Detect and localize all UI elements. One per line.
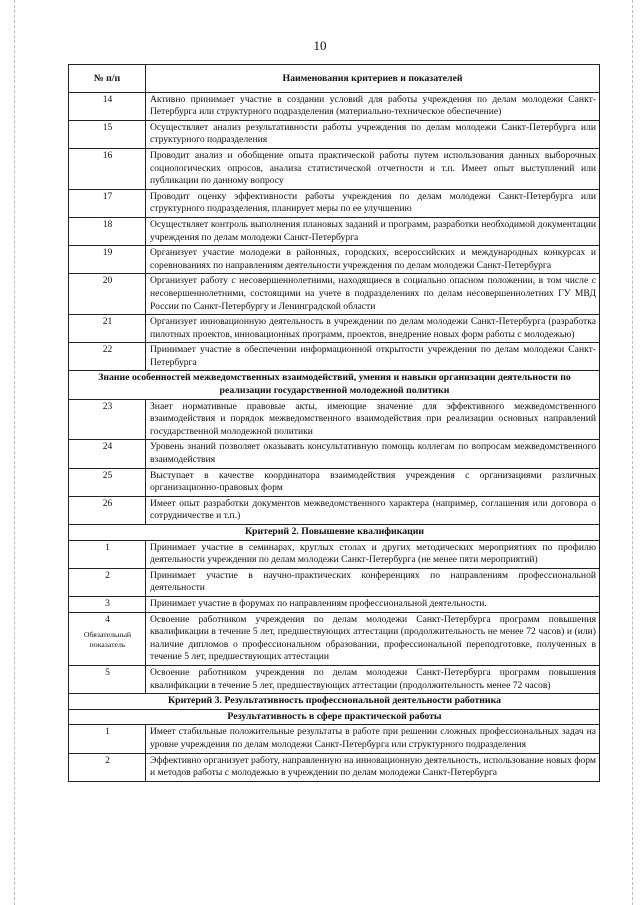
row-number-cell bbox=[69, 120, 146, 148]
criterion-text: Проводит оценку эффективности работы учреждения по делам молодежи Санкт-Петербурга или структурного подразделения, планирует меры по ее улучшению bbox=[146, 189, 600, 217]
row-number-cell bbox=[69, 399, 146, 440]
table-row bbox=[69, 753, 600, 781]
table-row bbox=[69, 612, 600, 665]
table-row bbox=[69, 343, 600, 371]
row-number: 16 bbox=[102, 149, 113, 161]
criterion-text: Принимает участие в обеспечении информационной открытости учреждения по делам молодежи Санкт-Петербурга bbox=[146, 343, 600, 371]
right-margin-edge bbox=[632, 0, 634, 905]
row-number: 18 bbox=[102, 218, 113, 230]
row-number: 14 bbox=[102, 93, 113, 105]
row-number-cell bbox=[69, 540, 146, 568]
row-number: 2 bbox=[105, 569, 110, 581]
row-number-cell bbox=[69, 217, 146, 245]
row-number-cell bbox=[69, 725, 146, 753]
criterion-text: Эффективно организует работу, направленную на инновационную деятельность, использование новых форм и методов работы с молодежью в учреждении по делам молодежи Санкт-Петербурга bbox=[146, 753, 600, 781]
criterion-text: Организует инновационную деятельность в учреждении по делам молодежи Санкт-Петербурга (разработка пилотных проектов, инновационных программ, проектов, внедрение новых форм работы с молодежью) bbox=[146, 315, 600, 343]
criterion-text: Имеет опыт разработки документов межведомственного характера (например, соглашения или договора о сотрудничестве и т.п.) bbox=[146, 496, 600, 524]
table-row bbox=[69, 440, 600, 468]
table-header-row bbox=[69, 65, 600, 93]
row-number: 20 bbox=[102, 275, 113, 287]
section-title-row bbox=[69, 371, 600, 399]
criterion-text: Выступает в качестве координатора взаимодействия учреждения с организациями различных организационно-правовых форм bbox=[146, 468, 600, 496]
table-row bbox=[69, 596, 600, 612]
section-title: Критерий 2. Повышение квалификации bbox=[69, 525, 600, 541]
row-number: 5 bbox=[105, 666, 110, 678]
table-row bbox=[69, 246, 600, 274]
table-row bbox=[69, 496, 600, 524]
section-subtitle-row bbox=[69, 709, 600, 725]
criterion-text: Освоение работником учреждения по делам молодежи Санкт-Петербурга программ повышения квалификации в течение 5 лет, предшествующих аттестации (продолжительность не менее 72 часов) и (или) наличие дипломов о профессиональном образовании, профессиональной переподготовке, полученных в течение 5 лет, предшествующих аттестации bbox=[146, 612, 600, 665]
table-row bbox=[69, 468, 600, 496]
row-number: 25 bbox=[102, 469, 113, 481]
table-row bbox=[69, 92, 600, 120]
page-number: 10 bbox=[313, 38, 327, 53]
row-number-cell bbox=[69, 148, 146, 189]
row-number: 1 bbox=[105, 541, 110, 553]
table-row bbox=[69, 568, 600, 596]
table-row bbox=[69, 148, 600, 189]
criterion-text: Уровень знаний позволяет оказывать консультативную помощь коллегам по вопросам межведомственного взаимодействия bbox=[146, 440, 600, 468]
row-number-cell bbox=[69, 496, 146, 524]
row-number-cell bbox=[69, 596, 146, 612]
table-row bbox=[69, 399, 600, 440]
criterion-text: Освоение работником учреждения по делам молодежи Санкт-Петербурга программ повышения квалификации в течение 5 лет, предшествующих аттестации (продолжительность менее 72 часов) bbox=[146, 665, 600, 693]
table-row bbox=[69, 274, 600, 315]
row-number: 3 bbox=[105, 597, 110, 609]
row-number: 15 bbox=[102, 121, 113, 133]
row-number: 1 bbox=[105, 726, 110, 738]
row-number-cell bbox=[69, 274, 146, 315]
table-row bbox=[69, 189, 600, 217]
criterion-text: Принимает участие в форумах по направлениям профессиональной деятельности. bbox=[146, 596, 600, 612]
section-subtitle: Результативность в сфере практической работы bbox=[69, 709, 600, 725]
criteria-table bbox=[68, 64, 600, 782]
row-number-cell bbox=[69, 343, 146, 371]
criterion-text: Осуществляет анализ результативности работы учреждения по делам молодежи Санкт-Петербурга или структурного подразделения bbox=[146, 120, 600, 148]
section-title-row bbox=[69, 694, 600, 710]
table-row bbox=[69, 217, 600, 245]
row-number: 4 bbox=[105, 613, 110, 625]
section-title: Знание особенностей межведомственных взаимодействий, умения и навыки организации деятельности по реализации государственной молодежной политики bbox=[69, 371, 600, 399]
table-row bbox=[69, 725, 600, 753]
table-row bbox=[69, 315, 600, 343]
table-row bbox=[69, 120, 600, 148]
row-number-cell bbox=[69, 189, 146, 217]
row-number-cell bbox=[69, 568, 146, 596]
row-number-cell bbox=[69, 665, 146, 693]
row-number: 19 bbox=[102, 247, 113, 259]
table-row bbox=[69, 665, 600, 693]
header-col-number: № п/п bbox=[69, 65, 146, 93]
row-number: 24 bbox=[102, 441, 113, 453]
row-number: 17 bbox=[102, 190, 113, 202]
row-number-cell bbox=[69, 92, 146, 120]
row-number: 22 bbox=[102, 344, 113, 356]
criterion-text: Имеет стабильные положительные результаты в работе при решении сложных профессиональных задач на уровне учреждения по делам молодежи Санкт-Петербурга или структурного подразделения bbox=[146, 725, 600, 753]
criterion-text: Осуществляет контроль выполнения плановых заданий и программ, разработки необходимой документации учреждения по делам молодежи Санкт-Петербурга bbox=[146, 217, 600, 245]
criterion-text: Организует работу с несовершеннолетними, находящиеся в социально опасном положении, в том числе с несовершеннолетними, состоящими на учете в подразделениях по делам несовершеннолетних ГУ МВД России по Санкт-Петербургу и Ленинградской области bbox=[146, 274, 600, 315]
row-number-cell bbox=[69, 246, 146, 274]
criterion-text: Знает нормативные правовые акты, имеющие значение для эффективного межведомственного взаимодействия и порядок межведомственного взаимодействия при реализации основных направлений государственной молодежной политики bbox=[146, 399, 600, 440]
header-col-name: Наименования критериев и показателей bbox=[146, 65, 600, 93]
row-number-cell bbox=[69, 440, 146, 468]
row-number: 2 bbox=[105, 754, 110, 766]
row-number-cell bbox=[69, 753, 146, 781]
criterion-text: Принимает участие в научно-практических конференциях по направлениям профессиональной деятельности bbox=[146, 568, 600, 596]
table-row bbox=[69, 540, 600, 568]
row-number-cell bbox=[69, 612, 146, 665]
criterion-text: Принимает участие в семинарах, круглых столах и других методических мероприятиях по профилю деятельности учреждения по делам молодежи Санкт-Петербурга (не менее пяти мероприятий) bbox=[146, 540, 600, 568]
row-number: 23 bbox=[102, 400, 113, 412]
section-title: Критерий 3. Результативность профессиональной деятельности работника bbox=[69, 694, 600, 710]
row-number: 21 bbox=[102, 316, 113, 328]
section-title-row bbox=[69, 525, 600, 541]
criterion-text: Проводит анализ и обобщение опыта практической работы путем использования данных выборочных социологических опросов, анализа статистической отчетности и т.п. Имеет опыт выступлений или публикации по данному вопросу bbox=[146, 148, 600, 189]
criterion-text: Активно принимает участие в создании условий для работы учреждения по делам молодежи Санкт-Петербурга или структурного подразделения (материально-техническое обеспечение) bbox=[146, 92, 600, 120]
row-number-cell bbox=[69, 315, 146, 343]
mandatory-indicator-label: Обязательный показатель bbox=[83, 630, 132, 649]
row-number-cell bbox=[69, 468, 146, 496]
row-number: 26 bbox=[102, 497, 113, 509]
criterion-text: Организует участие молодежи в районных, городских, всероссийских и международных конкурсах и соревнованиях по направлениям деятельности учреждения по делам молодежи Санкт-Петербурга bbox=[146, 246, 600, 274]
left-margin-edge bbox=[14, 0, 16, 905]
